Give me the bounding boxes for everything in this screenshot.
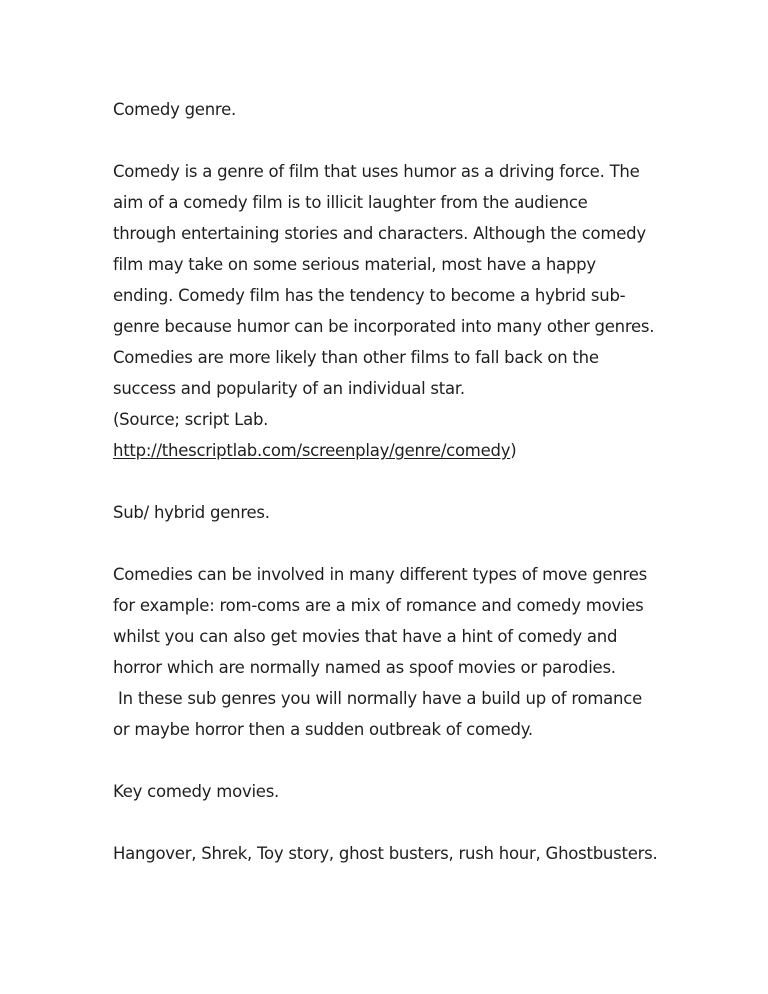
paragraph-line: Comedies are more likely than other films to fall back on the xyxy=(113,348,599,367)
paragraph-line: through entertaining stories and characters. Although the comedy xyxy=(113,224,646,243)
source-line xyxy=(113,435,673,466)
paragraph-line: Comedy is a genre of film that uses humor as a driving force. The xyxy=(113,162,640,181)
section-heading-sub-hybrid-genres: Sub/ hybrid genres. xyxy=(113,503,270,522)
blank-line xyxy=(113,528,673,559)
paragraph-line: horror which are normally named as spoof movies or parodies. xyxy=(113,658,616,677)
paragraph-line: film may take on some serious material, most have a happy xyxy=(113,255,596,274)
paragraph-line: success and popularity of an individual star. xyxy=(113,379,465,398)
movies-list-line: Hangover, Shrek, Toy story, ghost busters, rush hour, Ghostbusters. xyxy=(113,844,658,863)
paragraph-line: In these sub genres you will normally have a build up of romance xyxy=(113,689,642,708)
paragraph-line: genre because humor can be incorporated into many other genres. xyxy=(113,317,655,336)
section-heading-key-comedy-movies: Key comedy movies. xyxy=(113,782,280,801)
document-body xyxy=(113,94,673,869)
paragraph-line: for example: rom-coms are a mix of romance and comedy movies xyxy=(113,596,644,615)
source-label: (Source; script Lab. xyxy=(113,410,269,429)
blank-line xyxy=(113,745,673,776)
paragraph-line: ending. Comedy film has the tendency to become a hybrid sub- xyxy=(113,286,626,305)
blank-line xyxy=(113,807,673,838)
paragraph-line: Comedies can be involved in many different types of move genres xyxy=(113,565,647,584)
paragraph-line: or maybe horror then a sudden outbreak of comedy. xyxy=(113,720,533,739)
blank-line xyxy=(113,125,673,156)
source-link[interactable]: http://thescriptlab.com/screenplay/genre/comedy xyxy=(113,441,511,460)
blank-line xyxy=(113,466,673,497)
paragraph-line: whilst you can also get movies that have a hint of comedy and xyxy=(113,627,618,646)
source-close-paren: ) xyxy=(510,441,517,460)
paragraph-line: aim of a comedy film is to illicit laughter from the audience xyxy=(113,193,588,212)
section-heading-comedy-genre: Comedy genre. xyxy=(113,100,236,119)
